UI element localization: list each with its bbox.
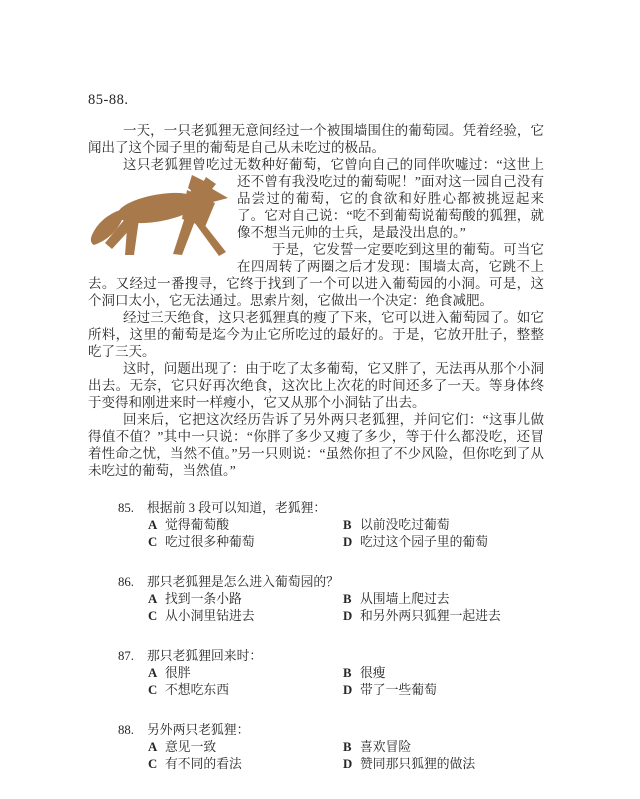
question-line bbox=[118, 648, 544, 665]
passage-paragraph-1 bbox=[88, 122, 544, 156]
option-text: 和另外两只狐狸一起进去 bbox=[360, 609, 501, 623]
question-number: 86. bbox=[118, 575, 134, 589]
question-line bbox=[118, 574, 544, 591]
option-88-a bbox=[148, 739, 343, 756]
option-text: 有不同的看法 bbox=[165, 757, 242, 771]
paragraph-text: 这时，问题出现了：由于吃了太多葡萄，它又胖了，无法再从那个小洞出去。无奈，它只好再次绝食，这次比上次花的时间还多了一天。等身体终于变得和刚进来时一样瘦小，它又从那个小洞钻了出去。 bbox=[88, 361, 544, 410]
option-88-b bbox=[343, 739, 544, 756]
paragraph-text: 回来后，它把这次经历告诉了另外两只老狐狸，并问它们：“这事儿做得值不值？”其中一只说：“你胖了多少又瘦了多少，等于什么都没吃，还冒着性命之忧，当然不值。”另一只则说：“虽然你担了不少风险，但你吃到了从未吃过的葡萄，当然值。” bbox=[88, 412, 544, 478]
option-text: 很胖 bbox=[165, 666, 191, 680]
question-text: 那只老狐狸是怎么进入葡萄园的？ bbox=[147, 575, 339, 589]
option-text: 觉得葡萄酸 bbox=[165, 518, 229, 532]
option-85-a bbox=[148, 517, 343, 534]
passage-paragraph-2 bbox=[88, 156, 544, 241]
question-line bbox=[118, 722, 544, 739]
option-85-b bbox=[343, 517, 544, 534]
option-letter: C bbox=[148, 757, 158, 771]
option-text: 以前没吃过葡萄 bbox=[360, 518, 450, 532]
options-grid bbox=[148, 739, 544, 773]
option-letter: D bbox=[343, 757, 353, 771]
option-letter: B bbox=[343, 592, 352, 606]
option-86-b bbox=[343, 591, 544, 608]
question-87 bbox=[118, 648, 544, 699]
option-text: 意见一致 bbox=[165, 740, 217, 754]
option-letter: A bbox=[148, 666, 158, 680]
passage-paragraph-5 bbox=[88, 360, 544, 411]
paragraph-text: 于是，它发誓一定要吃到这里的葡萄。可当它在四周转了两圈之后才发现：围墙太高，它跳不上去。又经过一番搜寻，它终于找到了一个可以进入葡萄园的小洞。可是，这个洞口太小，它无法通过。思索片刻，它做出一个决定：绝食减肥。 bbox=[88, 242, 544, 308]
option-88-d bbox=[343, 756, 544, 773]
question-text: 那只老狐狸回来时： bbox=[147, 649, 263, 663]
option-87-c bbox=[148, 682, 343, 699]
paragraph-text: 经过三天绝食，这只老狐狸真的瘦了下来，它可以进入葡萄园了。如它所料，这里的葡萄是迄今为止它所吃过的最好的。于是，它放开肚子，整整吃了三天。 bbox=[88, 310, 544, 359]
option-text: 很瘦 bbox=[360, 666, 386, 680]
option-text: 吃过这个园子里的葡萄 bbox=[360, 535, 488, 549]
options-grid bbox=[148, 665, 544, 699]
option-text: 不想吃东西 bbox=[165, 683, 229, 697]
option-86-a bbox=[148, 591, 343, 608]
option-86-c bbox=[148, 608, 343, 625]
question-number: 88. bbox=[118, 723, 134, 737]
option-letter: D bbox=[343, 683, 353, 697]
option-letter: C bbox=[148, 609, 158, 623]
option-85-d bbox=[343, 534, 544, 551]
option-text: 从小洞里钻进去 bbox=[165, 609, 255, 623]
paragraph-text: 这只老狐狸曾吃过无数种好葡萄，它曾向自己的同伴吹嘘过：“这世上还不 bbox=[123, 157, 544, 189]
paragraph-text: 一天，一只老狐狸无意间经过一个被围墙围住的葡萄园。凭着经验，它闻出了这个园子里的葡萄是自己从未吃过的极品。 bbox=[88, 123, 544, 155]
option-letter: D bbox=[343, 535, 353, 549]
option-letter: A bbox=[148, 518, 158, 532]
option-letter: B bbox=[343, 518, 352, 532]
passage-paragraph-6 bbox=[88, 411, 544, 479]
option-text: 吃过很多种葡萄 bbox=[165, 535, 255, 549]
fox-illustration bbox=[88, 174, 229, 257]
option-letter: A bbox=[148, 740, 158, 754]
question-number: 87. bbox=[118, 649, 134, 663]
option-87-a bbox=[148, 665, 343, 682]
option-text: 赞同那只狐狸的做法 bbox=[360, 757, 476, 771]
question-88 bbox=[118, 722, 544, 773]
fox-silhouette-icon bbox=[88, 174, 229, 257]
option-letter: A bbox=[148, 592, 158, 606]
options-grid bbox=[148, 517, 544, 551]
option-88-c bbox=[148, 756, 343, 773]
option-text: 从围墙上爬过去 bbox=[360, 592, 450, 606]
option-letter: B bbox=[343, 740, 352, 754]
option-85-c bbox=[148, 534, 343, 551]
option-text: 找到一条小路 bbox=[165, 592, 242, 606]
option-87-d bbox=[343, 682, 544, 699]
question-86 bbox=[118, 574, 544, 625]
questions-section bbox=[118, 500, 544, 773]
question-85 bbox=[118, 500, 544, 551]
option-text: 喜欢冒险 bbox=[360, 740, 412, 754]
paragraph-text: 曾有我没吃过的葡萄呢！”面对这一园自己没有品尝过的葡萄，它的食欲和好胜心都被挑逗起来了。它对自己说：“吃不到葡萄说葡萄酸的狐狸，就像不想当元帅的士兵，是最没出息的。” bbox=[237, 174, 545, 240]
options-grid bbox=[148, 591, 544, 625]
option-87-b bbox=[343, 665, 544, 682]
option-letter: D bbox=[343, 609, 353, 623]
option-letter: B bbox=[343, 666, 352, 680]
option-letter: C bbox=[148, 683, 158, 697]
reading-passage bbox=[88, 122, 544, 479]
passage-paragraph-4 bbox=[88, 309, 544, 360]
question-number: 85. bbox=[118, 501, 134, 515]
question-text: 另外两只老狐狸： bbox=[147, 723, 250, 737]
option-letter: C bbox=[148, 535, 158, 549]
option-text: 带了一些葡萄 bbox=[360, 683, 437, 697]
question-line bbox=[118, 500, 544, 517]
option-86-d bbox=[343, 608, 544, 625]
question-range-label: 85-88. bbox=[88, 92, 129, 108]
question-text: 根据前 3 段可以知道，老狐狸： bbox=[147, 501, 327, 515]
